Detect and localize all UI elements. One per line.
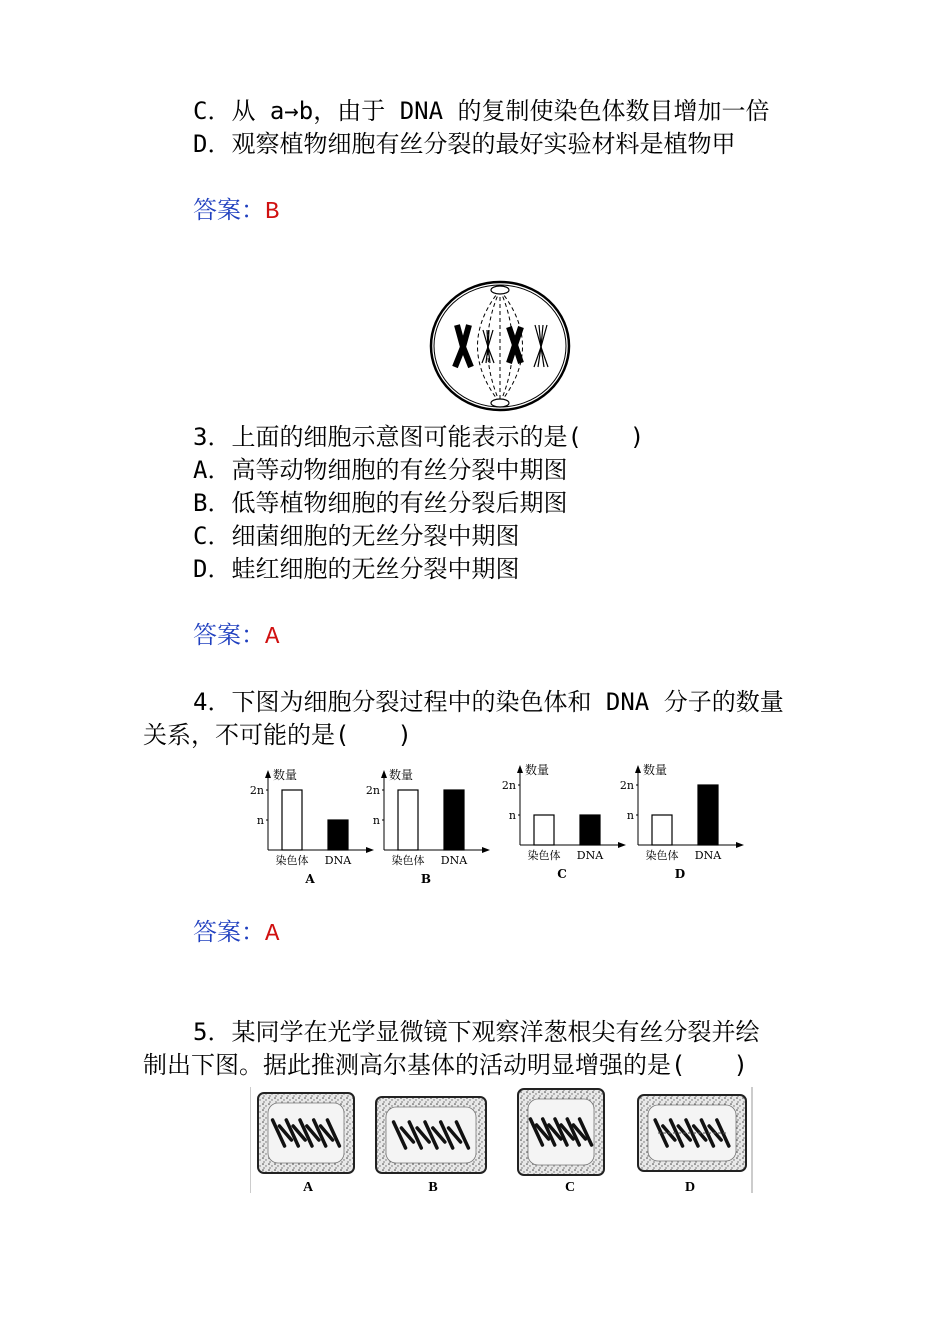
bar-chromosome (282, 790, 302, 850)
y-axis-label: 数量 (643, 763, 668, 777)
x-axis-arrow (736, 842, 744, 848)
y-axis-arrow (381, 770, 387, 778)
q2-option-c: C．从 a→b，由于 DNA 的复制使染色体数目增加一倍 (193, 97, 770, 125)
q4-stem-line2: 关系，不可能的是( ) (143, 721, 412, 749)
category-label: DNA (324, 854, 352, 867)
q3-option-b: B．低等植物细胞的有丝分裂后期图 (193, 489, 568, 517)
category-label: DNA (694, 849, 722, 862)
q5-stem-line1: 5．某同学在光学显微镜下观察洋葱根尖有丝分裂并绘 (193, 1018, 760, 1046)
chromosome-dark-right (509, 327, 521, 363)
bar-dna (328, 820, 348, 850)
bar-chromosome (534, 815, 554, 845)
category-label: 染色体 (275, 854, 309, 867)
chromosome-light-right (534, 325, 548, 367)
tick-label-2n: 2n (501, 779, 516, 792)
x-axis-arrow (366, 847, 374, 853)
tick-label-n: n (372, 814, 380, 827)
answer-value: A (265, 921, 280, 948)
panel-label: D (684, 1180, 696, 1195)
category-label: 染色体 (527, 849, 561, 862)
tick-label-2n: 2n (365, 784, 380, 797)
y-axis-arrow (517, 765, 523, 773)
chart-title: B (420, 872, 432, 886)
q3-stem: 3．上面的细胞示意图可能表示的是( ) (193, 423, 645, 451)
bar-chart-C (502, 762, 626, 881)
y-axis-label: 数量 (273, 768, 298, 782)
chromosome-light-left (482, 330, 494, 363)
bar-dna (698, 785, 718, 845)
chart-title: D (674, 867, 686, 881)
bar-chart-B (366, 767, 490, 886)
q3-option-c: C．细菌细胞的无丝分裂中期图 (193, 522, 520, 550)
panel-label: A (302, 1180, 314, 1195)
answer-label: 答案： (193, 918, 265, 946)
panel-label: B (428, 1180, 438, 1195)
q3-option-a: A．高等动物细胞的有丝分裂中期图 (193, 456, 568, 484)
y-axis-arrow (265, 770, 271, 778)
q5-micrograph-figure (250, 1085, 755, 1197)
cell-diagram (425, 275, 575, 415)
q2-option-d: D．观察植物细胞有丝分裂的最好实验材料是植物甲 (193, 130, 736, 158)
q4-answer (193, 917, 279, 950)
y-axis-label: 数量 (525, 763, 550, 777)
bar-chromosome (398, 790, 418, 850)
panel-label: C (564, 1180, 576, 1195)
q5-stem-line2: 制出下图。据此推测高尔基体的活动明显增强的是( ) (143, 1051, 748, 1079)
answer-value: B (265, 199, 280, 226)
x-axis-arrow (618, 842, 626, 848)
tick-label-n: n (256, 814, 264, 827)
q4-stem-line1: 4．下图为细胞分裂过程中的染色体和 DNA 分子的数量 (193, 688, 784, 716)
chromosome-dark-left (455, 325, 471, 367)
q3-answer (193, 620, 279, 653)
answer-value: A (265, 624, 280, 651)
y-axis-arrow (635, 765, 641, 773)
bar-dna (580, 815, 600, 845)
bar-chromosome (652, 815, 672, 845)
category-label: DNA (440, 854, 468, 867)
q4-bar-charts (240, 755, 760, 895)
tick-label-2n: 2n (619, 779, 634, 792)
tick-label-n: n (626, 809, 634, 822)
chart-title: C (557, 867, 567, 881)
y-axis-label: 数量 (389, 768, 414, 782)
x-axis-arrow (482, 847, 490, 853)
category-label: DNA (576, 849, 604, 862)
category-label: 染色体 (645, 849, 679, 862)
q2-answer (193, 195, 279, 228)
q3-option-d: D．蛙红细胞的无丝分裂中期图 (193, 555, 520, 583)
tick-label-n: n (508, 809, 516, 822)
answer-label: 答案： (193, 621, 265, 649)
category-label: 染色体 (391, 854, 425, 867)
bar-dna (444, 790, 464, 850)
tick-label-2n: 2n (249, 784, 264, 797)
bar-chart-A (250, 767, 374, 886)
chart-title: A (305, 872, 315, 886)
bar-chart-D (620, 762, 744, 881)
answer-label: 答案： (193, 196, 265, 224)
